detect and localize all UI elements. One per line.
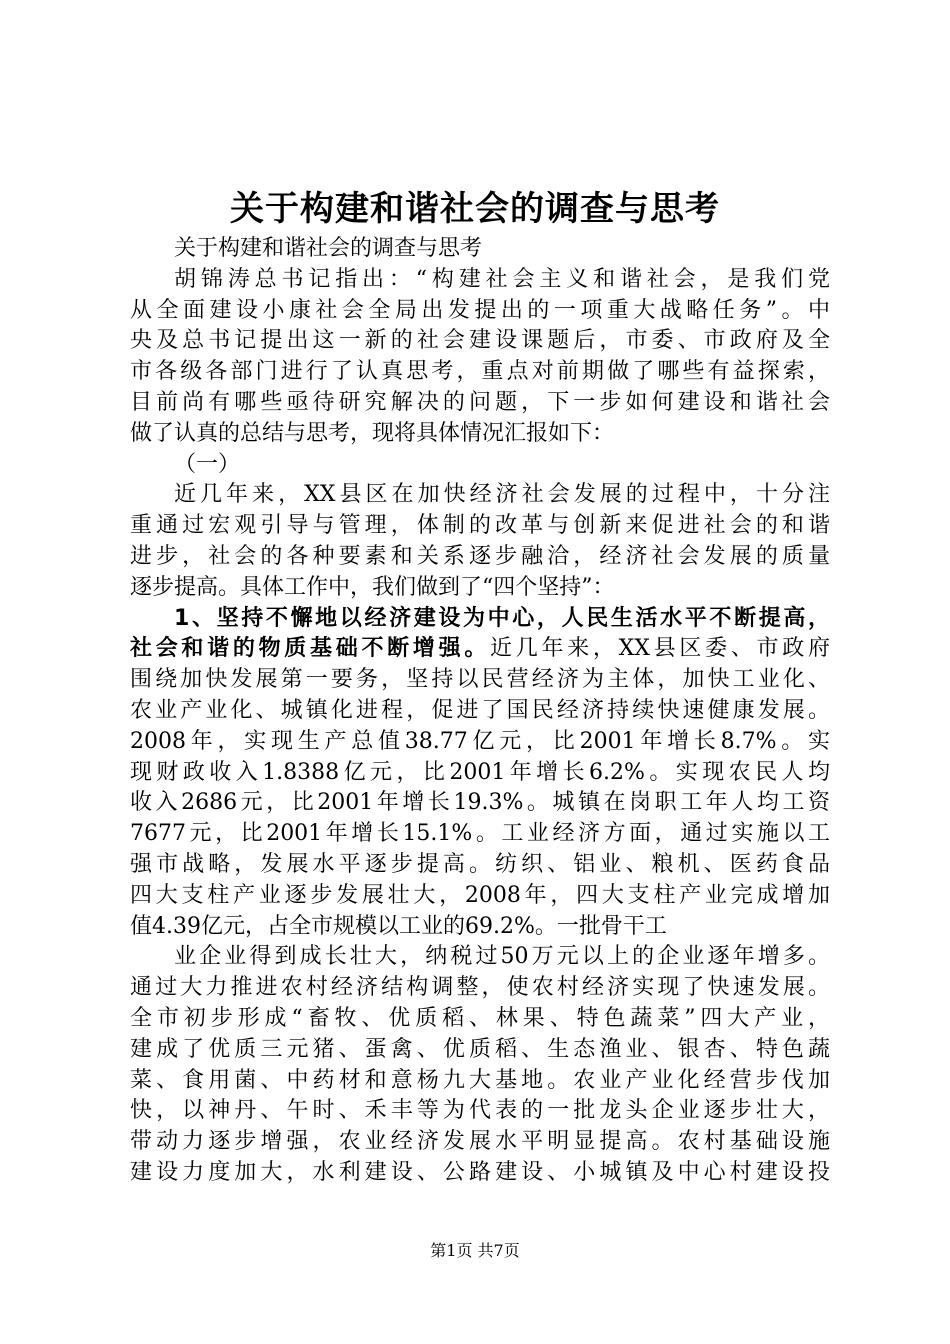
text-line: 关于构建和谐社会的调查与思考: [174, 236, 483, 261]
text-line: 近几年来，XX县区在加快经济社会发展的过程中，十分注: [174, 482, 830, 508]
text-line: 央及总书记提出这一新的社会建设课题后，市委、市政府及全: [130, 328, 830, 354]
text-line: 7677元，比2001年增长15.1%。工业经济方面，通过实施以工: [130, 821, 830, 847]
text-line: 值4.39亿元，占全市规模以工业的69.2%。一批骨干工: [130, 913, 667, 939]
text-line: 现财政收入1.8388亿元，比2001年增长6.2%。实现农民人均: [130, 759, 830, 785]
text-line: 全市初步形成“畜牧、优质稻、林果、特色蔬菜”四大产业，: [130, 1005, 830, 1031]
text-line: 进步，社会的各种要素和关系逐步融洽，经济社会发展的质量: [130, 543, 830, 569]
text-line: 四大支柱产业逐步发展壮大，2008年，四大支柱产业完成增加: [130, 882, 830, 908]
text-line: 从全面建设小康社会全局出发提出的一项重大战略任务”。中: [130, 297, 830, 323]
text-line: 业企业得到成长壮大，纳税过50万元以上的企业逐年增多。: [174, 944, 830, 970]
text-line: 菜、食用菌、中药材和意杨九大基地。农业产业化经营步伐加: [130, 1067, 830, 1093]
section-heading: （一）: [174, 451, 241, 477]
text-line: 通过大力推进农村经济结构调整，使农村经济实现了快速发展。: [130, 975, 830, 1001]
text-line: 2008年，实现生产总值38.77亿元，比2001年增长8.7%。实: [130, 728, 830, 754]
mixed-line: [130, 634, 830, 665]
text-line: 带动力逐步增强，农业经济发展水平明显提高。农村基础设施: [130, 1129, 830, 1155]
text-span: 近几年来，XX县区委、市政府: [490, 636, 830, 662]
text-line: 建设力度加大，水利建设、公路建设、小城镇及中心村建设投: [130, 1159, 830, 1185]
bold-heading-text: 社会和谐的物质基础不断增强。: [130, 636, 491, 662]
page-footer: 第1页 共7页: [430, 1241, 520, 1260]
text-line: 做了认真的总结与思考，现将具体情况汇报如下：: [130, 420, 615, 446]
text-line: 重通过宏观引导与管理，体制的改革与创新来促进社会的和谐: [130, 513, 830, 539]
text-line: 农业产业化、城镇化进程，促进了国民经济持续快速健康发展。: [130, 697, 830, 723]
document-title: 关于构建和谐社会的调查与思考: [230, 189, 720, 229]
text-line: 胡锦涛总书记指出：“构建社会主义和谐社会，是我们党: [174, 266, 830, 292]
text-line: 逐步提高。具体工作中，我们做到了“四个坚持”：: [130, 574, 615, 600]
text-line: 市各级各部门进行了认真思考，重点对前期做了哪些有益探索，: [130, 359, 830, 385]
text-line: 建成了优质三元猪、蛋禽、优质稻、生态渔业、银杏、特色蔬: [130, 1036, 830, 1062]
text-line: 目前尚有哪些亟待研究解决的问题，下一步如何建设和谐社会: [130, 389, 830, 415]
text-line: 强市战略，发展水平逐步提高。纺织、铝业、粮机、医药食品: [130, 851, 830, 877]
text-line: 围绕加快发展第一要务，坚持以民营经济为主体，加快工业化、: [130, 667, 830, 693]
text-line: 收入2686元，比2001年增长19.3%。城镇在岗职工年人均工资: [130, 790, 830, 816]
document-body: [130, 234, 830, 1189]
text-line: 快，以神丹、午时、禾丰等为代表的一批龙头企业逐步壮大，: [130, 1098, 830, 1124]
bold-heading-line: 1、坚持不懈地以经济建设为中心，人民生活水平不断提高，: [174, 605, 830, 631]
